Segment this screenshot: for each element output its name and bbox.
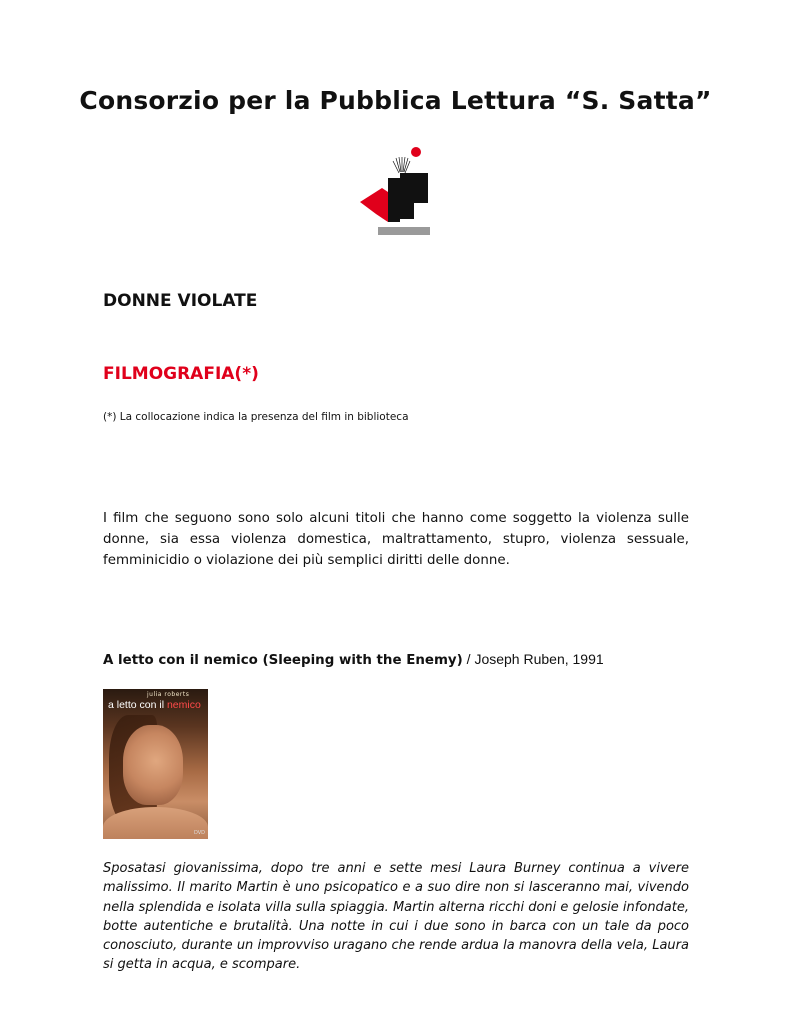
page-title: Consorzio per la Pubblica Lettura “S. Satta” (79, 86, 712, 115)
logo-red-shape (360, 188, 388, 222)
poster-dvd-badge: DVD (193, 830, 205, 836)
film-director: Joseph Ruben, 1991 (474, 651, 604, 667)
logo-gray-bar (378, 227, 430, 235)
film-title: A letto con il nemico (Sleeping with the Enemy) (103, 653, 463, 668)
film-heading (103, 651, 604, 668)
poster-title-text: a letto con il nemico (108, 699, 201, 711)
section-heading: DONNE VIOLATE (103, 291, 258, 311)
film-separator: / (462, 651, 475, 667)
film-synopsis: Sposatasi giovanissima, dopo tre anni e sette mesi Laura Burney continua a vivere malissimo. Il marito Martin è uno psicopatico e a suo dire non si lasceranno mai, vivendo nella splendida e isolata villa sulla spiaggia. Martin alterna ricchi doni e gelosie infondate, botte autentiche e brutalità. Una notte in cui i due sono in barca con un tale da poco conosciuto, durante un improvviso uragano che rende ardua la manovra della vela, Laura si getta in acqua, e scompare. (103, 861, 689, 973)
film-poster-image (103, 689, 208, 839)
intro-paragraph: I film che seguono sono solo alcuni titoli che hanno come soggetto la violenza sulle donne, sia essa violenza domestica, maltrattamento, stupro, violenza sessuale, femminicidio o violazione dei più semplici diritti delle donne. (103, 511, 689, 568)
logo-black-stem (388, 178, 400, 222)
logo-rays (393, 157, 410, 173)
poster-actor-text: julia roberts (147, 691, 190, 698)
logo-black-block (400, 173, 428, 203)
filmography-heading: FILMOGRAFIA(*) (103, 364, 259, 384)
library-logo-icon (360, 142, 432, 238)
filmography-note: (*) La collocazione indica la presenza del film in biblioteca (103, 411, 409, 423)
logo-dot (411, 147, 421, 157)
